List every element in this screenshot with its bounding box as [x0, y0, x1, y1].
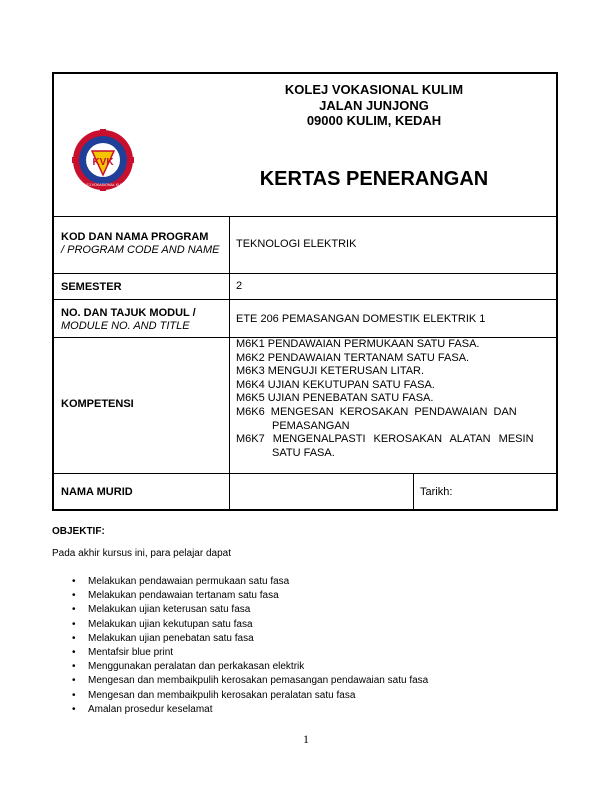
module-label: NO. DAN TAJUK MODUL / [61, 307, 196, 319]
list-item: • Melakukan pendawaian tertanam satu fasa [72, 589, 428, 603]
competency-row [54, 338, 556, 474]
competency-item: M6K7 MENGENALPASTI KEROSAKAN ALATAN MESIN [236, 433, 534, 446]
competency-label: KOMPETENSI [61, 398, 134, 410]
bullet-icon: • [72, 703, 76, 715]
competency-item: M6K1 PENDAWAIAN PERMUKAAN SATU FASA. [236, 338, 480, 350]
list-item: • Melakukan ujian kekutupan satu fasa [72, 618, 428, 632]
date-label: Tarikh: [420, 486, 453, 498]
institution-address [234, 82, 514, 129]
objective-heading: OBJEKTIF: [52, 526, 105, 537]
document-title: KERTAS PENERANGAN [259, 168, 489, 190]
program-value: TEKNOLOGI ELEKTRIK [236, 238, 357, 250]
bullet-icon: • [72, 675, 76, 687]
list-item: • Mentafsir blue print [72, 646, 428, 660]
bullet-icon: • [72, 604, 76, 616]
competency-item: M6K2 PENDAWAIAN TERTANAM SATU FASA. [236, 351, 470, 364]
bullet-icon: • [72, 647, 76, 659]
semester-value: 2 [236, 280, 243, 292]
page-number: 1 [303, 732, 309, 746]
bullet-icon: • [72, 689, 76, 701]
svg-text:KOLEJ VOKASIONAL KULIM: KOLEJ VOKASIONAL KULIM [79, 183, 127, 187]
student-name-field [230, 474, 413, 509]
student-name-label: NAMA MURID [61, 486, 133, 498]
document-frame [52, 72, 558, 511]
module-row [54, 300, 556, 338]
bullet-icon: • [72, 632, 76, 644]
list-item: • Melakukan pendawaian permukaan satu fasa [72, 575, 428, 589]
competency-item: M6K4 UJIAN KEKUTUPAN SATU FASA. [236, 378, 435, 391]
bullet-icon: • [72, 590, 76, 602]
competency-item: M6K3 MENGUJI KETERUSAN LITAR. [236, 365, 425, 378]
competency-item-continuation: PEMASANGAN [272, 419, 350, 432]
module-value: ETE 206 PEMASANGAN DOMESTIK ELEKTRIK 1 [236, 313, 486, 325]
header-section [54, 74, 556, 217]
objective-list [72, 575, 428, 717]
program-label: KOD DAN NAMA PROGRAM [61, 231, 209, 243]
competency-item: M6K6 MENGESAN KEROSAKAN PENDAWAIAN DAN [236, 405, 517, 418]
list-item: • Menggunakan peralatan dan perkakasan elektrik [72, 660, 428, 674]
svg-text:KVK: KVK [92, 157, 114, 168]
semester-label: SEMESTER [61, 281, 122, 293]
module-label-english: MODULE NO. AND TITLE [61, 320, 190, 332]
competency-item: M6K5 UJIAN PENEBATAN SATU FASA. [236, 392, 434, 405]
bullet-icon: • [72, 661, 76, 673]
date-divider [413, 474, 414, 509]
institution-city: 09000 KULIM, KEDAH [306, 113, 442, 128]
institution-name: KOLEJ VOKASIONAL KULIM [284, 82, 464, 97]
institution-street: JALAN JUNJONG [319, 97, 429, 113]
program-label-english: / PROGRAM CODE AND NAME [61, 244, 220, 256]
list-item: • Mengesan dan membaikpulih kerosakan pemasangan pendawaian satu fasa [72, 674, 428, 688]
list-item: • Melakukan ujian keterusan satu fasa [72, 603, 428, 617]
bullet-icon: • [72, 618, 76, 630]
list-item: • Melakukan ujian penebatan satu fasa [72, 632, 428, 646]
competency-item-continuation: SATU FASA. [272, 446, 335, 459]
kvk-logo-icon [72, 129, 134, 191]
student-row [54, 474, 556, 509]
list-item: • Mengesan dan membaikpulih kerosakan peralatan satu fasa [72, 689, 428, 703]
semester-row [54, 274, 556, 300]
program-row [54, 216, 556, 274]
bullet-icon: • [72, 576, 76, 587]
competency-list [236, 338, 554, 460]
objective-intro: Pada akhir kursus ini, para pelajar dapat [52, 548, 231, 559]
list-item: • Amalan prosedur keselamat [72, 703, 428, 717]
